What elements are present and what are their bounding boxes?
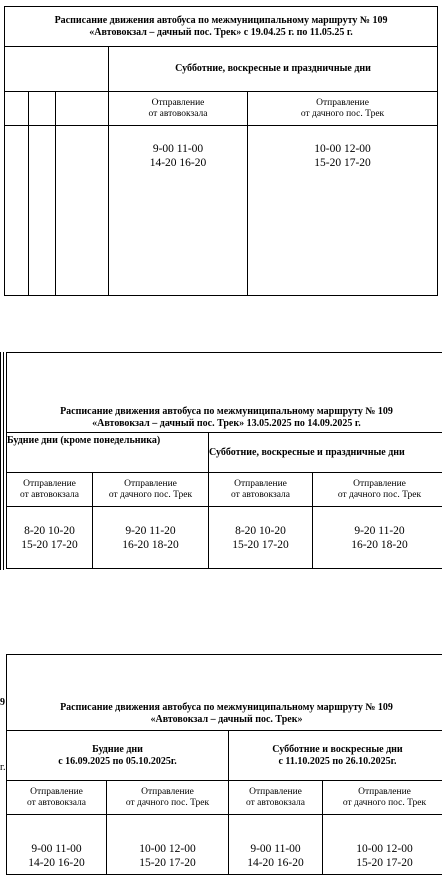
table-1-title-line-1: Расписание движения автобуса по межмуниципальному маршруту № 109 [5,15,437,27]
times-line: 14-20 16-20 [109,156,247,170]
edge-fragment: 9 [0,697,5,708]
times-line: 16-20 18-20 [93,538,208,552]
times-line: 15-20 17-20 [7,538,92,552]
table-1-title [5,7,438,47]
schedule-table-1 [4,6,438,296]
dep-from-label: от дачного пос. Трек [313,490,442,501]
table-2-weekday-header: Будние дни (кроме понедельника) [7,433,209,473]
table-3-col-header [323,781,442,815]
table-2-col-header [93,473,209,507]
times-line: 9-00 11-00 [109,142,247,156]
table-2-col-header [209,473,313,507]
dep-label: Отправление [323,787,442,798]
table-3-title-line-2: «Автовокзал – дачный пос. Трек» [7,714,442,726]
table-3-title [7,655,442,731]
dep-label: Отправление [229,787,322,798]
dep-label: Отправление [248,98,437,109]
times-line: 8-20 10-20 [7,524,92,538]
table-2-title [7,353,442,433]
table-1-empty-cell [29,126,56,296]
table-3-col-header [7,781,107,815]
table-1-col-header-trek [248,92,438,126]
dep-from-label: от дачного пос. Трек [93,490,208,501]
times-line: 10-00 12-00 [248,142,437,156]
times-line: 10-00 12-00 [107,842,228,856]
table-1-times-trek [248,126,438,296]
table-1-title-line-2: «Автовокзал – дачный пос. Трек» с 19.04.25 г. по 11.05.25 г. [5,27,437,39]
table-2-times-cell [209,507,313,569]
table-2-title-line-1: Расписание движения автобуса по межмуниципальному маршруту № 109 [7,406,442,418]
table-2-left-edge [3,352,4,570]
times-line: 14-20 16-20 [7,856,106,870]
times-line: 10-00 12-00 [323,842,442,856]
times-line: 9-00 11-00 [229,842,322,856]
times-line: 9-00 11-00 [7,842,106,856]
table-1-col-header-station [109,92,248,126]
table-1-empty-cell [56,126,109,296]
table-1-empty-cell [29,92,56,126]
table-3-col-header [107,781,229,815]
dep-from-label: от автовокзала [209,490,312,501]
schedule-table-3 [6,654,442,875]
dep-label: Отправление [107,787,228,798]
times-line: 16-20 18-20 [313,538,442,552]
weekday-period: с 16.09.2025 по 05.10.2025г. [7,756,228,768]
table-3-title-line-1: Расписание движения автобуса по межмуниципальному маршруту № 109 [7,702,442,714]
edge-fragment: г. [0,762,5,773]
times-line: 9-20 11-20 [93,524,208,538]
table-1-days-header: Субботние, воскресные и праздничные дни [109,47,438,92]
table-1-empty-cell [56,92,109,126]
weekend-period: с 11.10.2025 по 26.10.2025г. [229,756,442,768]
dep-from-label: от дачного пос. Трек [323,798,442,809]
table-2-col-header [7,473,93,507]
table-3-times-cell [7,815,107,875]
dep-from-label: от автовокзала [229,798,322,809]
dep-label: Отправление [93,479,208,490]
times-line: 15-20 17-20 [209,538,312,552]
table-2-title-line-2: «Автовокзал – дачный пос. Трек» 13.05.2025 по 14.09.2025 г. [7,418,442,430]
times-line: 15-20 17-20 [107,856,228,870]
times-line: 15-20 17-20 [248,156,437,170]
table-1-times-station [109,126,248,296]
table-3-times-cell [323,815,442,875]
table-3-col-header [229,781,323,815]
table-2-times-cell [7,507,93,569]
table-2-weekend-header: Субботние, воскресные и праздничные дни [209,433,442,473]
table-1-empty-cell [5,126,29,296]
weekday-label: Будние дни [7,744,228,756]
dep-from-label: от автовокзала [7,490,92,501]
table-1-empty-cell [5,92,29,126]
table-3-times-cell [229,815,323,875]
table-2-times-cell [93,507,209,569]
dep-label: Отправление [209,479,312,490]
table-2-col-header [313,473,442,507]
times-line: 8-20 10-20 [209,524,312,538]
weekend-label: Субботние и воскресные дни [229,744,442,756]
dep-from-label: от автовокзала [109,109,247,120]
dep-label: Отправление [313,479,442,490]
dep-label: Отправление [7,479,92,490]
times-line: 9-20 11-20 [313,524,442,538]
dep-label: Отправление [7,787,106,798]
schedule-table-2 [6,352,442,569]
dep-label: Отправление [109,98,247,109]
dep-from-label: от автовокзала [7,798,106,809]
table-2-times-cell [313,507,442,569]
table-3-weekday-header [7,731,229,781]
table-2-left-edge [0,352,1,570]
dep-from-label: от дачного пос. Трек [107,798,228,809]
table-3-weekend-header [229,731,442,781]
table-1-empty-header [5,47,109,92]
dep-from-label: от дачного пос. Трек [248,109,437,120]
times-line: 15-20 17-20 [323,856,442,870]
table-3-times-cell [107,815,229,875]
times-line: 14-20 16-20 [229,856,322,870]
